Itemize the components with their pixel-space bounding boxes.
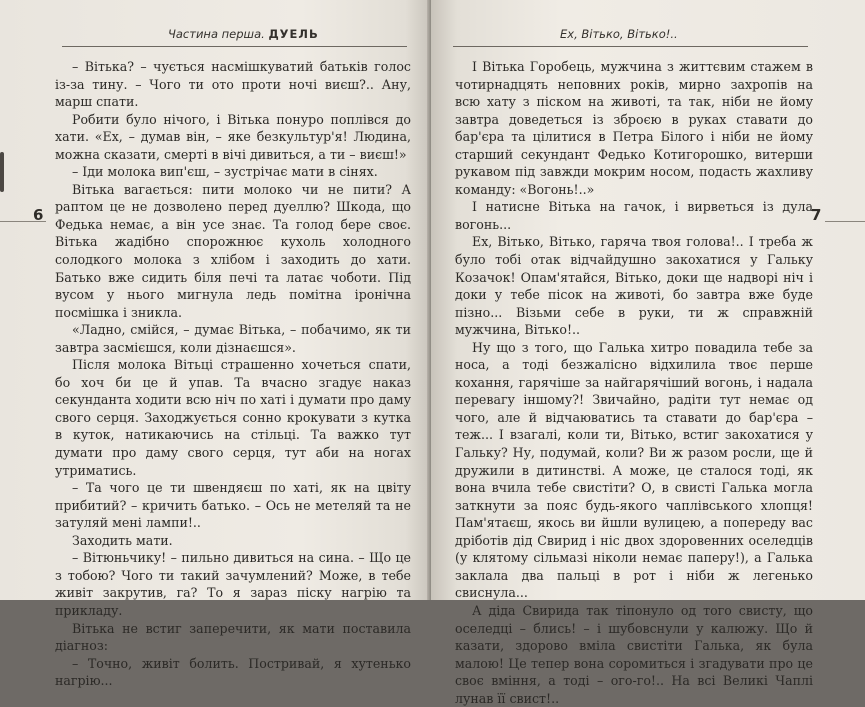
right-page-number: 7	[811, 206, 822, 224]
paragraph: Ех, Вітько, Вітько, гаряча твоя голова!.. І треба ж було тобі отак відчайдушно закохатися у Гальку Козачок! Опам'ятайся, Вітько, доки ще надворі ніч і доки у тебе пісок на животі, бо завтра вже буде пізно... Візьми себе в руки, ти ж справжній мужчина, Вітько!..	[455, 234, 813, 338]
paragraph: – Іди молока вип'єш, – зустрічає мати в сінях.	[72, 164, 378, 180]
left-running-head	[168, 27, 319, 41]
paragraph: – Точно, живіт болить. Постривай, я хутенько нагрію...	[55, 655, 411, 689]
left-page	[0, 0, 431, 689]
paragraph: «Ладно, смійся, – думає Вітька, – побачимо, як ти завтра засмієшся, коли дізнаєшся».	[55, 322, 411, 355]
right-page	[431, 0, 865, 706]
header-rule	[62, 46, 407, 47]
right-page-text	[455, 58, 813, 707]
paragraph: Вітька не встиг заперечити, як мати поставила діагноз:	[55, 620, 411, 654]
paragraph: І натисне Вітька на гачок, і вирветься із дула вогонь...	[455, 199, 813, 232]
paragraph: – Вітюньчику! – пильно дивиться на сина. – Що це з тобою? Чого ти такий зачумлений? Може, в тебе живіт закрутив, га? То я зараз піску нагрію та прикладу.	[55, 550, 411, 618]
paragraph: Після молока Вітьці страшенно хочеться спати, бо хоч би це й упав. Та вчасно згадує наказ секунданта ходити всю ніч по хаті і думати про даму свого серця. Заходжується сонно крокувати з кутка в куток, натикаючись на стільці. Та важко тут думати про даму свого серця, тут аби на ногах утриматись.	[55, 357, 411, 478]
left-page-number: 6	[33, 206, 44, 224]
page-number-rule	[0, 221, 46, 222]
paragraph: – Та чого це ти швендяєш по хаті, як на цвіту прибитий? – кричить батько. – Ось не метеляй та не затуляй мені лампи!..	[55, 480, 411, 531]
paragraph: – Вітька? – чується насмішкуватий батьків голос із-за тину. – Чого ти ото проти ночі виєш?.. Ану, марш спати.	[55, 59, 411, 110]
paragraph: А діда Свирида так тіпонуло од того свисту, що оселедці – блись! – і шубовснули у калюжу. Що й казати, здорово вміла свистіти Галька, як була малою! Це тепер вона соромиться і згадувати про це своє вміння, а тоді – ого-го!.. На всі Великі Чаплі лунав її свист!..	[455, 602, 813, 706]
header-rule	[453, 46, 808, 47]
left-page-text	[55, 58, 411, 690]
paragraph: Вітька вагається: пити молоко чи не пити? А раптом це не дозволено перед дуеллю? Шкода, що Федька немає, а він усе знає. Та голод бере своє. Вітька жадібно спорожнює кухоль холодного солодкого молока з хлібом і заходить до хати. Батько вже сидить біля печі та латає чоботи. Під вусом у нього мигнула ледь помітна іронічна посмішка і зникла.	[55, 181, 411, 320]
page-number-rule	[825, 221, 865, 222]
paragraph: Робити було нічого, і Вітька понуро поплівся до хати. «Ех, – думав він, – яке безкультур'я! Людина, можна сказати, смерті в вічі дивиться, а ти – виєш!»	[55, 111, 411, 162]
page-edge-tab	[0, 152, 4, 192]
paragraph: Ну що з того, що Галька хитро повадила тебе за носа, а тоді безжалісно відхилила твоє перше кохання, гарячіше за найгарячіший вогонь, і надала перевагу іншому?! Звичайно, радіти тут немає од чого, але й відчаюватись та ставати до бар'єра – теж... І взагалі, коли ти, Вітько, встиг закохатися у Гальку? Ну, подумай, коли? Ви ж разом росли, ще й дружили в дитинстві. А може, це сталося тоді, як вона вчила тебе свистіти? О, в свисті Галька могла заткнути за пояс будь-якого чаплівського хлопця! Пам'ятаєш, якось ви йшли вулицею, а попереду вас дріботів дід Свирид і ніс двох здоровенних оселедців (у клятому сільмазі ніколи немає паперу!), а Галька заклала два пальці в рот і ніби ж легенько свиснула...	[455, 339, 813, 601]
running-head-title: ДУЕЛЬ	[268, 27, 319, 41]
paragraph: І Вітька Горобець, мужчина з життєвим стажем в чотирнадцять неповних років, мирно захропів на всю хату з піском на животі, та так, ніби не йому завтра доведеться із зброєю в руках ставати до бар'єра та цілитися в Петра Білого і ніби не йому старший секундант Федько Котигорошко, витерши рукавом під завжди мокрим носом, подасть жахливу команду: «Вогонь!..»	[455, 59, 813, 197]
running-head-part: Частина перша.	[168, 27, 265, 41]
right-running-head: Ех, Вітько, Вітько!..	[560, 27, 678, 41]
paragraph: Заходить мати.	[72, 532, 173, 548]
